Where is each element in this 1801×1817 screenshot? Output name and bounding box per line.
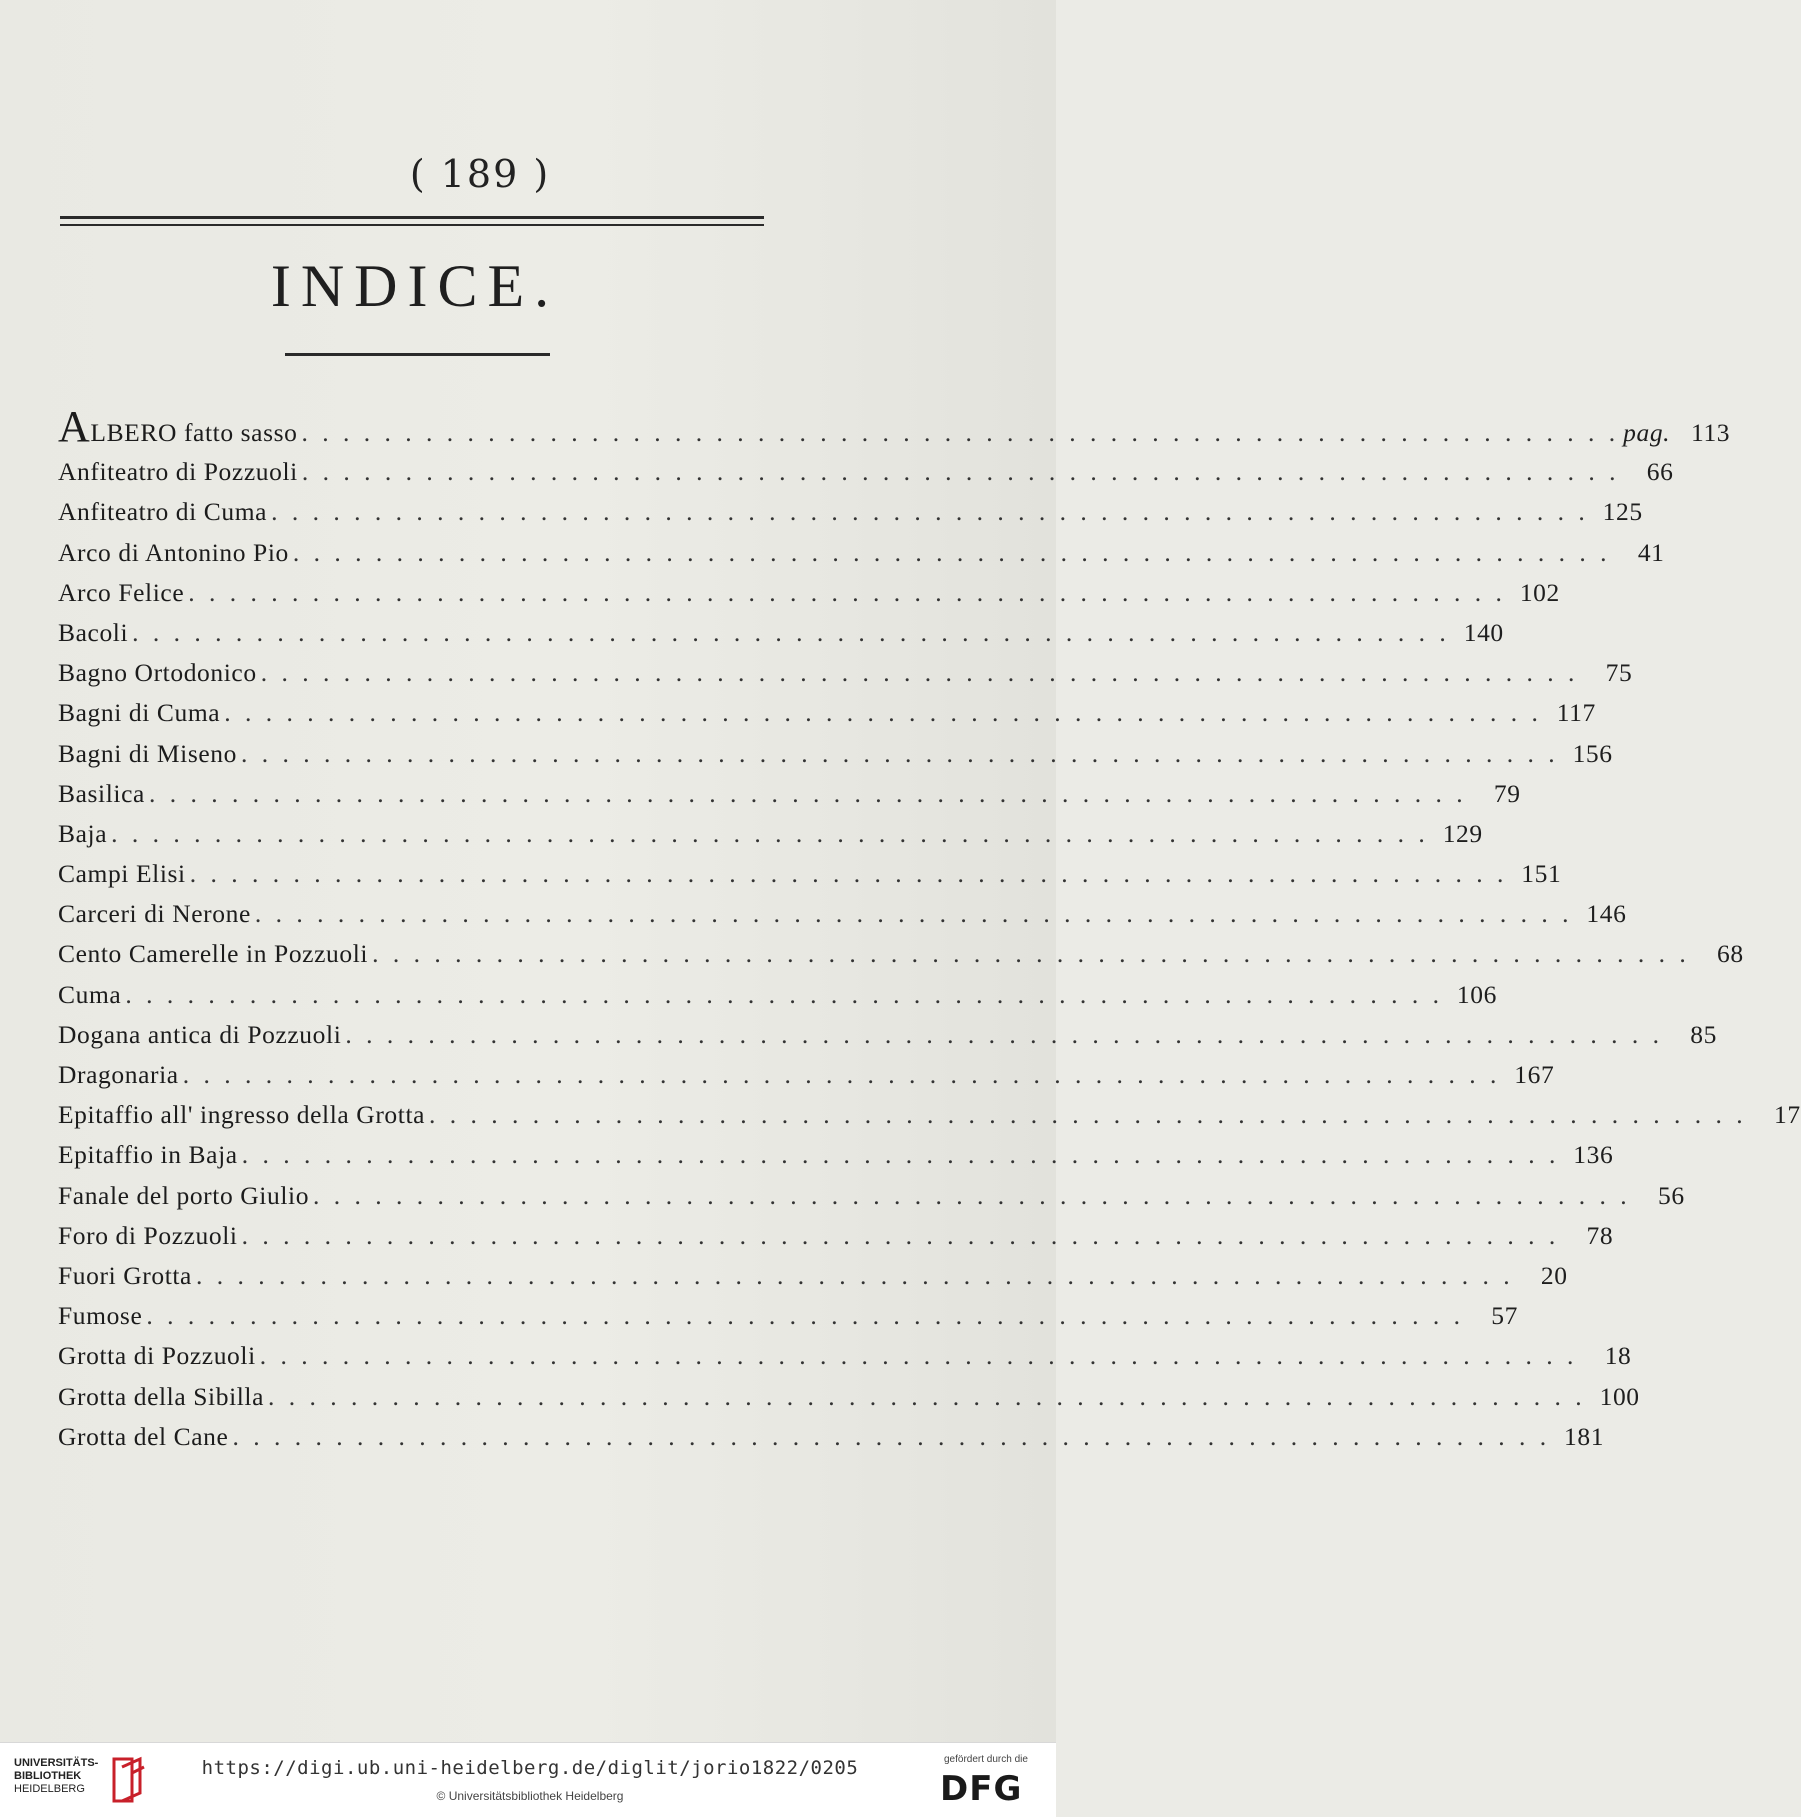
leader-dots: . . . . . . . . . . . . . . . . . . . . . . . . . . . . . . . . . . . . . . . . . . . . . . . . . . . . . . . . . . . . . . . . [301, 457, 1620, 487]
library-name-line: UNIVERSITÄTS- [14, 1757, 99, 1769]
leader-dots: . . . . . . . . . . . . . . . . . . . . . . . . . . . . . . . . . . . . . . . . . . . . . . . . . . . . . . . . . . . . . . . . [232, 1421, 1551, 1451]
title-rule [285, 353, 550, 356]
entry-page-number: 66 [1646, 457, 1674, 487]
entry-page-number: 167 [1514, 1060, 1555, 1089]
header-rule-top [60, 216, 764, 219]
index-entry [58, 734, 1613, 774]
index-entry [58, 1256, 1568, 1296]
entry-page-number: 181 [1564, 1421, 1605, 1451]
footer-bar [0, 1742, 1056, 1817]
entry-page-number: 106 [1456, 979, 1497, 1009]
entry-page-number: 41 [1637, 537, 1665, 567]
leader-dots: . . . . . . . . . . . . . . . . . . . . . . . . . . . . . . . . . . . . . . . . . . . . . . . . . . . . . . . . . . . . . . . . [241, 1140, 1560, 1170]
index-entry [58, 1176, 1685, 1216]
entry-name: Carceri di Nerone [58, 899, 251, 929]
entry-page-number: 57 [1491, 1301, 1518, 1331]
dfg-logo[interactable]: DFG [940, 1769, 1023, 1809]
entry-name: Epitaffio all' ingresso della Grotta [58, 1100, 426, 1130]
library-name-line: HEIDELBERG [14, 1783, 85, 1795]
entry-name: Foro di Pozzuoli [58, 1220, 238, 1250]
entry-name: Fanale del porto Giulio [58, 1180, 310, 1210]
leader-dots: . . . . . . . . . . . . . . . . . . . . . . . . . . . . . . . . . . . . . . . . . . . . . . . . . . . . . . . . . . . . . . . . [260, 658, 1579, 688]
entry-name: Basilica [58, 778, 145, 808]
leader-dots: . . . . . . . . . . . . . . . . . . . . . . . . . . . . . . . . . . . . . . . . . . . . . . . . . . . . . . . . . . . . . . . . [301, 418, 1620, 447]
entry-page-number: 117 [1556, 698, 1596, 728]
entry-name: Baja [58, 818, 108, 848]
entry-page-number: 156 [1572, 738, 1613, 768]
entry-name: Bacoli [58, 617, 129, 647]
copyright-notice: © Universitätsbibliothek Heidelberg [436, 1789, 624, 1803]
index-entry [58, 1135, 1614, 1175]
entry-name: Campi Elisi [58, 859, 186, 889]
entry-name: Arco Felice [58, 577, 185, 607]
page-number: ( 189 ) [409, 152, 551, 196]
leader-dots: . . . . . . . . . . . . . . . . . . . . . . . . . . . . . . . . . . . . . . . . . . . . . . . . . . . . . . . . . . . . . . . . [268, 1381, 1586, 1411]
leader-dots: . . . . . . . . . . . . . . . . . . . . . . . . . . . . . . . . . . . . . . . . . . . . . . . . . . . . . . . . . . . . . . . . [259, 1341, 1578, 1371]
entry-name: Epitaffio in Baja [58, 1140, 238, 1170]
leader-dots: . . . . . . . . . . . . . . . . . . . . . . . . . . . . . . . . . . . . . . . . . . . . . . . . . . . . . . . . . . . . . . . . [188, 577, 1506, 607]
entry-name: Bagno Ortodonico [58, 658, 257, 688]
index-entry [58, 452, 1674, 492]
index-entry [58, 402, 1731, 452]
entry-page-number: 140 [1463, 617, 1504, 647]
entry-page-number: 17 [1773, 1100, 1801, 1130]
leader-dots: . . . . . . . . . . . . . . . . . . . . . . . . . . . . . . . . . . . . . . . . . . . . . . . . . . . . . . . . . . . . . . . . [132, 617, 1450, 647]
leader-dots: . . . . . . . . . . . . . . . . . . . . . . . . . . . . . . . . . . . . . . . . . . . . . . . . . . . . . . . . . . . . . . . . [148, 778, 1467, 808]
entry-name: Grotta del Cane [58, 1421, 229, 1451]
index-entry [58, 1216, 1614, 1256]
entry-page-number: 100 [1599, 1381, 1640, 1411]
entry-page-number: 129 [1442, 818, 1483, 848]
leader-dots: . . . . . . . . . . . . . . . . . . . . . . . . . . . . . . . . . . . . . . . . . . . . . . . . . . . . . . . . . . . . . . . . [241, 1220, 1560, 1250]
index-entry [58, 814, 1483, 854]
entry-name: Bagni di Cuma [58, 698, 221, 728]
index-entry [58, 613, 1504, 653]
entry-page-number: 75 [1605, 658, 1633, 688]
leader-dots: . . . . . . . . . . . . . . . . . . . . . . . . . . . . . . . . . . . . . . . . . . . . . . . . . . . . . . . . . . . . . . . . [345, 1019, 1663, 1049]
index-entry [58, 573, 1560, 613]
entry-name: Fumose [58, 1301, 143, 1331]
entry-name-text: LBERO fatto sasso [90, 418, 298, 447]
index-entry [58, 1417, 1605, 1457]
index-entry [58, 854, 1562, 894]
leader-dots: . . . . . . . . . . . . . . . . . . . . . . . . . . . . . . . . . . . . . . . . . . . . . . . . . . . . . . . . . . . . . . . . [146, 1301, 1464, 1331]
index-entry [58, 533, 1665, 573]
leader-dots: . . . . . . . . . . . . . . . . . . . . . . . . . . . . . . . . . . . . . . . . . . . . . . . . . . . . . . . . . . . . . . . . [271, 497, 1589, 527]
drop-cap: A [58, 402, 91, 451]
index-entry [58, 1296, 1518, 1336]
funding-caption: gefördert durch die [944, 1754, 1028, 1765]
header-rule-bottom [60, 224, 764, 226]
index-entry [58, 894, 1627, 934]
entry-name: Bagni di Miseno [58, 738, 237, 768]
index-entry [58, 1095, 1801, 1135]
entry-name: Fuori Grotta [58, 1260, 192, 1290]
index-entry [58, 1055, 1555, 1095]
index-entry [58, 934, 1744, 974]
entry-page-number: 68 [1717, 939, 1744, 969]
leader-dots: . . . . . . . . . . . . . . . . . . . . . . . . . . . . . . . . . . . . . . . . . . . . . . . . . . . . . . . . . . . . . . . . [429, 1100, 1747, 1130]
entry-page-number: 146 [1586, 899, 1627, 929]
index-entry [58, 492, 1643, 532]
entry-pag-label: pag. [1623, 418, 1671, 447]
leader-dots: . . . . . . . . . . . . . . . . . . . . . . . . . . . . . . . . . . . . . . . . . . . . . . . . . . . . . . . . . . . . . . . . [111, 818, 1429, 848]
leader-dots: . . . . . . . . . . . . . . . . . . . . . . . . . . . . . . . . . . . . . . . . . . . . . . . . . . . . . . . . . . . . . . . . [224, 698, 1542, 728]
entry-page-number: 102 [1519, 577, 1560, 607]
entry-name: Grotta della Sibilla [58, 1381, 265, 1411]
entry-name: Dogana antica di Pozzuoli [58, 1019, 342, 1049]
index-list [58, 402, 1801, 1457]
entry-name: Grotta di Pozzuoli [58, 1341, 256, 1371]
index-entry [58, 975, 1497, 1015]
index-entry [58, 653, 1633, 693]
entry-page-number: 136 [1573, 1140, 1614, 1170]
library-logo-icon[interactable] [108, 1753, 148, 1807]
leader-dots: . . . . . . . . . . . . . . . . . . . . . . . . . . . . . . . . . . . . . . . . . . . . . . . . . . . . . . . . . . . . . . . . [125, 979, 1443, 1009]
entry-page-number: 113 [1691, 418, 1731, 447]
leader-dots: . . . . . . . . . . . . . . . . . . . . . . . . . . . . . . . . . . . . . . . . . . . . . . . . . . . . . . . . . . . . . . . . [254, 899, 1573, 929]
entry-name: Anfiteatro di Pozzuoli [58, 457, 298, 487]
index-entry [58, 1377, 1640, 1417]
leader-dots: . . . . . . . . . . . . . . . . . . . . . . . . . . . . . . . . . . . . . . . . . . . . . . . . . . . . . . . . . . . . . . . . [372, 939, 1690, 969]
entry-name: Anfiteatro di Cuma [58, 497, 268, 527]
index-entry [58, 774, 1521, 814]
entry-page-number: 18 [1604, 1341, 1632, 1371]
library-name[interactable] [14, 1757, 110, 1796]
leader-dots: . . . . . . . . . . . . . . . . . . . . . . . . . . . . . . . . . . . . . . . . . . . . . . . . . . . . . . . . . . . . . . . . [241, 738, 1559, 768]
entry-name: Cuma [58, 979, 122, 1009]
library-name-line: BIBLIOTHEK [14, 1770, 82, 1782]
entry-page-number: 79 [1493, 778, 1521, 808]
entry-name: Cento Camerelle in Pozzuoli [58, 939, 369, 969]
index-entry [58, 1336, 1632, 1376]
leader-dots: . . . . . . . . . . . . . . . . . . . . . . . . . . . . . . . . . . . . . . . . . . . . . . . . . . . . . . . . . . . . . . . . [195, 1260, 1514, 1290]
entry-page-number: 56 [1657, 1180, 1685, 1210]
entry-page-number: 151 [1521, 859, 1562, 889]
leader-dots: . . . . . . . . . . . . . . . . . . . . . . . . . . . . . . . . . . . . . . . . . . . . . . . . . . . . . . . . . . . . . . . . [292, 537, 1611, 567]
entry-page-number: 125 [1602, 497, 1643, 527]
index-entry [58, 693, 1596, 733]
leader-dots: . . . . . . . . . . . . . . . . . . . . . . . . . . . . . . . . . . . . . . . . . . . . . . . . . . . . . . . . . . . . . . . . [189, 859, 1508, 889]
permalink-url[interactable]: https://digi.ub.uni-heidelberg.de/diglit/jorio1822/0205 [201, 1757, 859, 1779]
entry-page-number: 20 [1540, 1260, 1568, 1290]
leader-dots: . . . . . . . . . . . . . . . . . . . . . . . . . . . . . . . . . . . . . . . . . . . . . . . . . . . . . . . . . . . . . . . . [313, 1180, 1631, 1210]
entry-page-number: 78 [1586, 1220, 1614, 1250]
entry-page-number: 85 [1690, 1019, 1717, 1049]
index-entry [58, 1015, 1717, 1055]
page-title: INDICE. [270, 253, 560, 319]
entry-name: Dragonaria [58, 1060, 179, 1089]
entry-name: Arco di Antonino Pio [58, 537, 289, 567]
entry-name [58, 402, 298, 453]
leader-dots: . . . . . . . . . . . . . . . . . . . . . . . . . . . . . . . . . . . . . . . . . . . . . . . . . . . . . . . . . . . . . . . . [182, 1060, 1501, 1089]
